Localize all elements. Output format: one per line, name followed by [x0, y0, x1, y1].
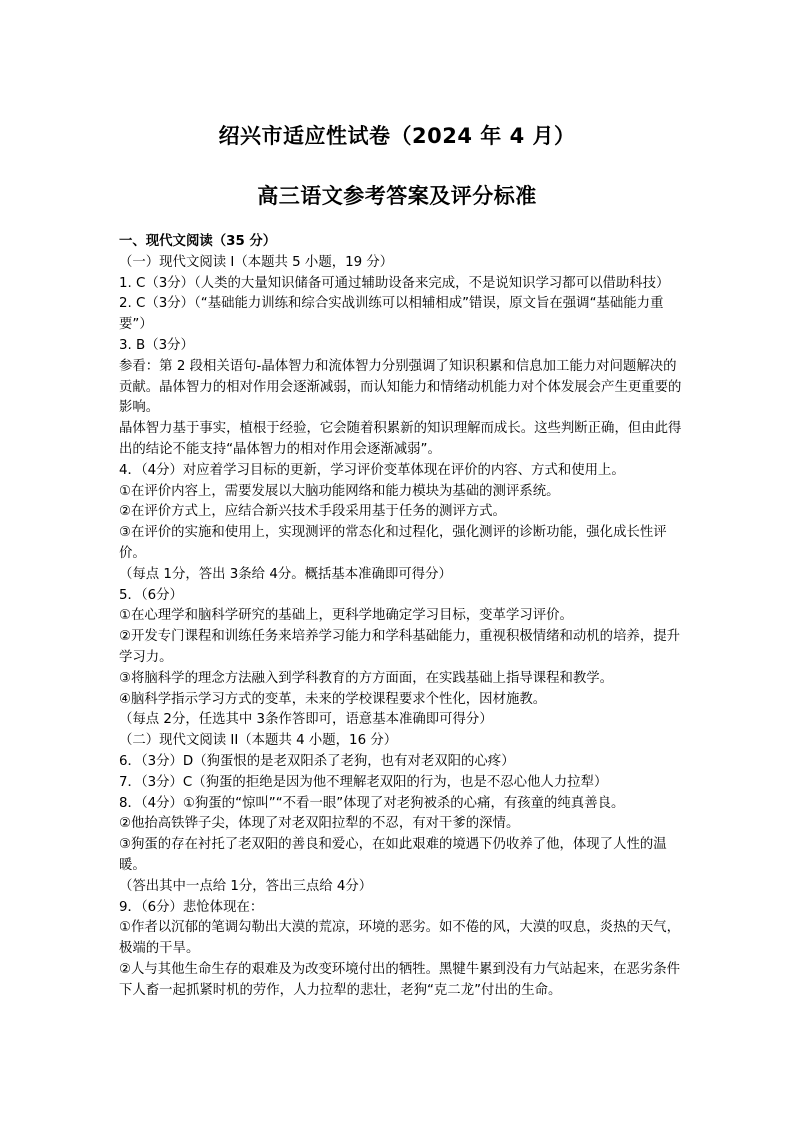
answer-line: 8．（4分）①狗蛋的“惊叫”“不看一眼”体现了对老狗被杀的心痛，有孩童的纯真善良。: [119, 795, 625, 811]
section-heading: 一、现代文阅读（35 分）: [119, 234, 277, 249]
answer-line: ①在心理学和脑科学研究的基础上，更科学地确定学习目标，变革学习评价。: [119, 608, 573, 624]
document-title: 绍兴市适应性试卷（2024 年 4 月）: [218, 124, 576, 148]
answer-line: ②人与其他生命生存的艰难及为改变环境付出的牺牲。黑犍牛累到没有力气站起来，在恶劣条件下人畜一起抓紧时机的劳作，人力拉犁的悲壮，老狗“克二龙”付出的生命。: [119, 961, 681, 998]
answer-line: 1. C（3分）（人类的大量知识储备可通过辅助设备来完成，不是说知识学习都可以借助科技）: [119, 275, 670, 291]
answer-line: 参看：第 2 段相关语句-晶体智力和流体智力分别强调了知识积累和信息加工能力对问题解决的贡献。晶体智力的相对作用会逐渐减弱，而认知能力和情绪动机能力对个体发展会产生更重要的影响。: [119, 358, 682, 416]
answer-line: 6．（3分）D（狗蛋恨的是老双阳杀了老狗，也有对老双阳的心疼）: [119, 753, 515, 769]
answer-line: 4．（4分）对应着学习目标的更新，学习评价变革体现在评价的内容、方式和使用上。: [119, 462, 625, 478]
subsection-heading: （一）现代文阅读 I（本题共 5 小题，19 分）: [119, 254, 394, 270]
scoring-note: （每点 1分，答出 3条给 4分。概括基本准确即可得分）: [119, 566, 452, 582]
answer-line: 9．（6分）悲怆体现在：: [119, 899, 264, 915]
answer-line: ②在评价方式上，应结合新兴技术手段采用基于任务的测评方式。: [119, 504, 506, 520]
scoring-note: （答出其中一点给 1分，答出三点给 4分）: [119, 878, 373, 894]
document-subtitle: 高三语文参考答案及评分标准: [257, 184, 537, 208]
subsection-heading: （二）现代文阅读 II（本题共 4 小题，16 分）: [119, 733, 398, 749]
answer-line: ①作者以沉郁的笔调勾勒出大漠的荒凉，环境的恶劣。如不倦的风，大漠的叹息，炎热的天气，极端的干旱。: [119, 920, 681, 957]
answer-line: ③将脑科学的理念方法融入到学科教育的方方面面，在实践基础上指导课程和教学。: [119, 670, 614, 686]
answer-line: 7．（3分）C（狗蛋的拒绝是因为他不理解老双阳的行为，也是不忍心他人力拉犁）: [119, 774, 608, 790]
answer-line: 5．（6分）: [119, 587, 183, 603]
answer-line: ①在评价内容上，需要发展以大脑功能网络和能力模块为基础的测评系统。: [119, 483, 560, 499]
answer-line: ③在评价的实施和使用上，实现测评的常态化和过程化，强化测评的诊断功能，强化成长性评价。: [119, 525, 667, 561]
answer-line: 2. C（3分）（“基础能力训练和综合实战训练可以相辅相成”错误，原文旨在强调“基础能力重要”）: [119, 296, 664, 333]
answer-line: ③狗蛋的存在衬托了老双阳的善良和爱心，在如此艰难的境遇下仍收养了他，体现了人性的温暖。: [119, 837, 667, 873]
answer-content: [119, 232, 687, 1001]
answer-line: ②他抬高铁铧子尖，体现了对老双阳拉犁的不忍，有对干爹的深情。: [119, 816, 520, 832]
answer-line: ②开发专门课程和训练任务来培养学习能力和学科基础能力，重视积极情绪和动机的培养，提升学习力。: [119, 629, 681, 665]
answer-line: 晶体智力基于事实，植根于经验，它会随着积累新的知识理解而成长。这些判断正确，但由此得出的结论不能支持“晶体智力的相对作用会逐渐减弱”。: [119, 421, 682, 457]
answer-line: ④脑科学指示学习方式的变革，未来的学校课程要求个性化，因材施教。: [119, 691, 547, 707]
answer-line: 3. B（3分）: [119, 337, 194, 353]
scoring-note: （每点 2分，任选其中 3条作答即可，语意基本准确即可得分）: [119, 712, 493, 728]
